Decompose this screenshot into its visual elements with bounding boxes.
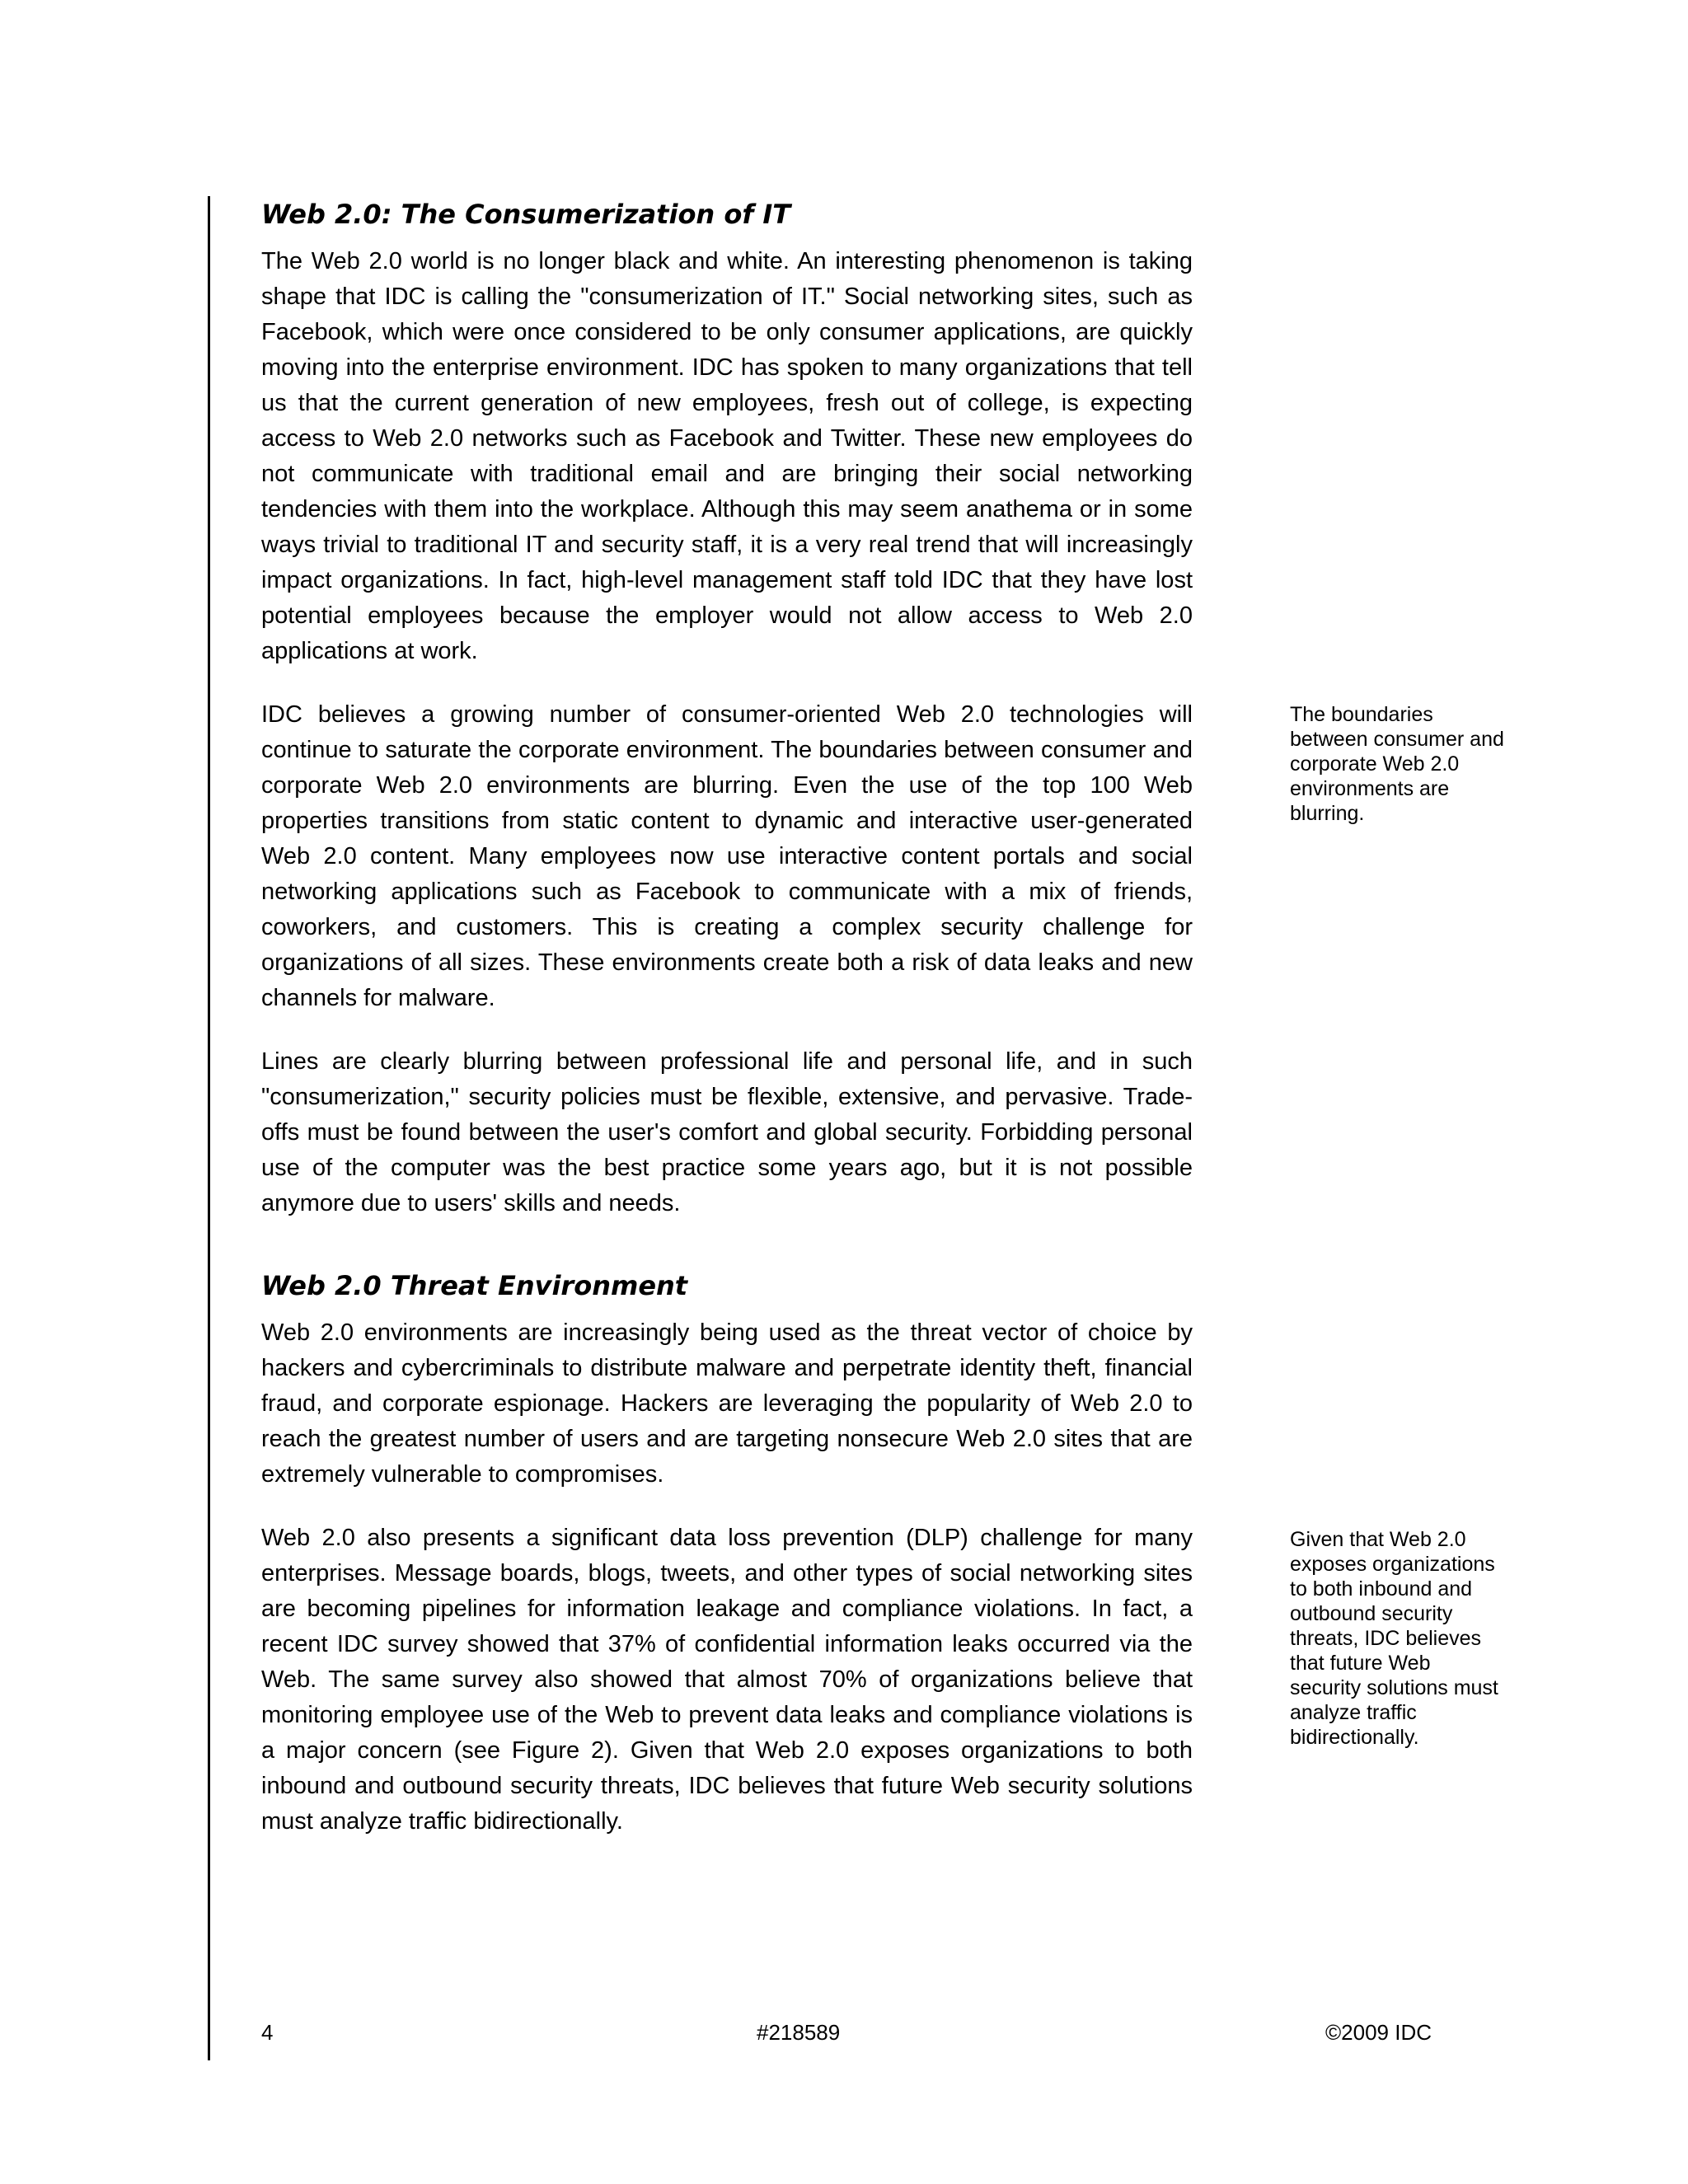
paragraph: The Web 2.0 world is no longer black and white. An interesting phenomenon is taking shape that IDC is calling the "consumerization of IT." Social networking sites, such as Facebook, which were once considered to be only consumer applications, are quickly moving into the enterprise environment. IDC has spoken to many organizations that tell us that the current generation of new employees, fresh out of college, is expecting access to Web 2.0 networks such as Facebook and Twitter. These new employees do not communicate with traditional email and are bringing their social networking tendencies with them into the workplace. Although this may seem anathema or in some ways trivial to traditional IT and security staff, it is a very real trend that will increasingly impact organizations. In fact, high-level management staff told IDC that they have lost potential employees because the employer would not allow access to Web 2.0 applications at work. (261, 248, 1193, 664)
section-heading-consumerization: Web 2.0: The Consumerization of IT (261, 199, 791, 230)
paragraph: Web 2.0 also presents a significant data loss prevention (DLP) challenge for many enterprises. Message boards, blogs, tweets, and other types of social networking sites are becoming pipelines for information leakage and compliance violations. In fact, a recent IDC survey showed that 37% of confidential information leaks occurred via the Web. The same survey also showed that almost 70% of organizations believe that monitoring employee use of the Web to prevent data leaks and compliance violations is a major concern (see Figure 2). Given that Web 2.0 exposes organizations to both inbound and outbound security threats, IDC believes that future Web security solutions must analyze traffic bidirectionally. (261, 1525, 1193, 1835)
paragraph: Lines are clearly blurring between professional life and personal life, and in such "consumerization," security policies must be flexible, extensive, and pervasive. Trade-offs must be found between the user's comfort and global security. Forbidding personal use of the computer was the best practice some years ago, but it is not possible anymore due to users' skills and needs. (261, 1048, 1193, 1216)
sidenote-boundaries: The boundaries between consumer and corporate Web 2.0 environments are blurring. (1290, 703, 1504, 825)
paragraph: Web 2.0 environments are increasingly being used as the threat vector of choice by hackers and cybercriminals to distribute malware and perpetrate identity theft, financial fraud, and corporate espionage. Hackers are leveraging the popularity of Web 2.0 to reach the greatest number of users and are targeting nonsecure Web 2.0 sites that are extremely vulnerable to compromises. (261, 1319, 1193, 1488)
main-column (261, 196, 1193, 1840)
footer-doc-id: #218589 (757, 2020, 841, 2045)
footer-copyright: ©2009 IDC (1325, 2020, 1432, 2045)
sidenote-bidirectional: Given that Web 2.0 exposes organizations to both inbound and outbound security threats, IDC believes that future Web security solutions must analyze traffic bidirectionally. (1290, 1528, 1498, 1749)
paragraph: IDC believes a growing number of consumer-oriented Web 2.0 technologies will continue to saturate the corporate environment. The boundaries between consumer and corporate Web 2.0 environments are blurring. Even the use of the top 100 Web properties transitions from static content to dynamic and interactive user-generated Web 2.0 content. Many employees now use interactive content portals and social networking applications such as Facebook to communicate with a mix of friends, coworkers, and customers. This is creating a complex security challenge for organizations of all sizes. These environments create both a risk of data leaks and new channels for malware. (261, 701, 1193, 1011)
footer-page-number: 4 (261, 2020, 274, 2045)
margin-rule (208, 196, 210, 2060)
section-heading-threat-environment: Web 2.0 Threat Environment (261, 1270, 688, 1301)
